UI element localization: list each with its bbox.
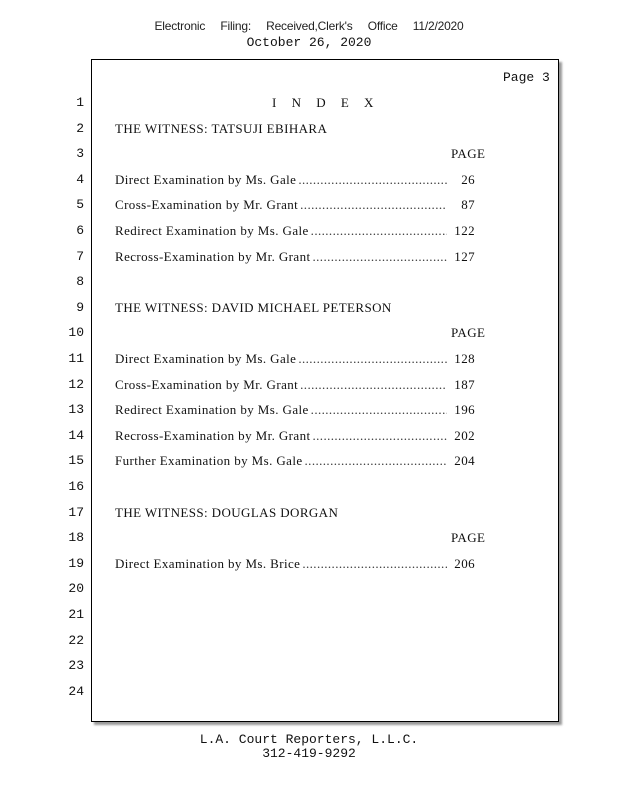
transcript-line [0,633,618,649]
line-number: 19 [68,555,84,571]
examination-label: Direct Examination by Ms. Gale [115,351,297,366]
dot-leader [298,351,447,367]
filing-stamp-part: Office [367,19,398,33]
index-entry [115,453,475,469]
examination-page: 128 [454,351,475,366]
transcript-line [0,172,618,188]
line-number: 7 [76,248,84,264]
witness-heading: THE WITNESS: DOUGLAS DORGAN [115,504,339,520]
examination-page: 26 [461,171,475,187]
index-entry [115,402,475,418]
filing-stamp-part: Received,Clerk's [266,19,353,33]
index-entry [115,377,475,393]
line-number: 15 [68,453,84,469]
line-number: 2 [76,120,84,136]
filing-stamp-part: Electronic [154,19,206,33]
transcript-line [0,453,618,469]
index-entry [115,556,475,572]
index-entry [115,428,475,444]
transcript-line [0,402,618,418]
line-number: 8 [76,274,84,290]
transcript-line [0,274,618,290]
examination-label: Direct Examination by Ms. Gale [115,171,297,187]
transcript-line [0,428,618,444]
index-entry [115,197,475,213]
line-number: 20 [68,581,84,597]
transcript-line [0,300,618,316]
examination-label: Redirect Examination by Ms. Gale [115,223,309,238]
dot-leader [313,428,448,444]
line-number: 13 [68,402,84,418]
dot-leader [300,377,447,393]
page-column-header: PAGE [451,146,486,162]
line-number: 11 [68,351,84,366]
transcript-line [0,325,618,341]
filing-stamp-part: 11/2/2020 [412,19,464,33]
transcript-line [0,95,618,111]
page-column-header: PAGE [451,325,486,341]
index-title: I N D E X [272,95,380,110]
index-entry [115,172,475,188]
transcript-line [0,505,618,521]
line-number: 1 [76,95,84,110]
line-number: 23 [68,658,84,674]
line-number: 24 [68,683,84,699]
examination-page: 87 [461,197,475,213]
line-number: 5 [76,197,84,213]
examination-label: Direct Examination by Ms. Brice [115,555,301,571]
dot-leader [311,402,447,418]
dot-leader [298,172,447,188]
examination-page: 187 [454,376,475,392]
examination-page: 202 [454,427,475,443]
transcript-line [0,479,618,495]
examination-page: 122 [454,223,475,238]
dot-leader [305,453,447,469]
examination-label: Cross-Examination by Mr. Grant [115,376,299,392]
examination-label: Cross-Examination by Mr. Grant [115,197,299,213]
transcript-line [0,607,618,623]
line-number: 17 [68,504,84,520]
transcript-line [0,658,618,674]
transcript-line [0,530,618,546]
line-number: 18 [68,530,84,546]
transcript-line [0,223,618,239]
filing-stamp-part: Filing: [220,19,251,33]
examination-label: Recross-Examination by Mr. Grant [115,427,311,443]
line-number: 21 [68,607,84,622]
line-number: 6 [76,223,84,238]
dot-leader [311,223,447,239]
examination-label: Recross-Examination by Mr. Grant [115,248,311,264]
witness-heading: THE WITNESS: DAVID MICHAEL PETERSON [115,299,392,315]
line-number: 4 [76,171,84,187]
examination-page: 127 [454,248,475,264]
line-number: 16 [68,479,84,494]
page-column-header: PAGE [451,530,486,546]
examination-page: 204 [454,453,475,469]
transcript-line [0,581,618,597]
transcript-line [0,377,618,393]
dot-leader [300,197,447,213]
transcript-line [0,197,618,213]
line-number: 10 [68,325,84,341]
footer-company: L.A. Court Reporters, L.L.C. [199,732,419,747]
transcript-line [0,556,618,572]
line-number: 12 [68,376,84,392]
transcript-line [0,684,618,700]
dot-leader [302,556,447,572]
examination-page: 196 [454,402,475,418]
line-number: 14 [68,427,84,443]
examination-page: 206 [454,555,475,571]
transcript-line [0,146,618,162]
examination-label: Further Examination by Ms. Gale [115,453,303,469]
index-entry [115,351,475,367]
filing-stamp [0,19,618,33]
witness-heading: THE WITNESS: TATSUJI EBIHARA [115,120,328,136]
page-number: Page 3 [503,70,550,85]
document-date: October 26, 2020 [246,35,372,50]
dot-leader [313,249,448,265]
line-number: 22 [68,632,84,648]
line-number: 9 [76,299,84,315]
examination-label: Redirect Examination by Ms. Gale [115,402,309,418]
footer-phone: 312-419-9292 [262,746,356,761]
transcript-line [0,249,618,265]
transcript-line [0,121,618,137]
index-entry [115,249,475,265]
transcript-line [0,351,618,367]
line-number: 3 [76,146,84,162]
index-entry [115,223,475,239]
